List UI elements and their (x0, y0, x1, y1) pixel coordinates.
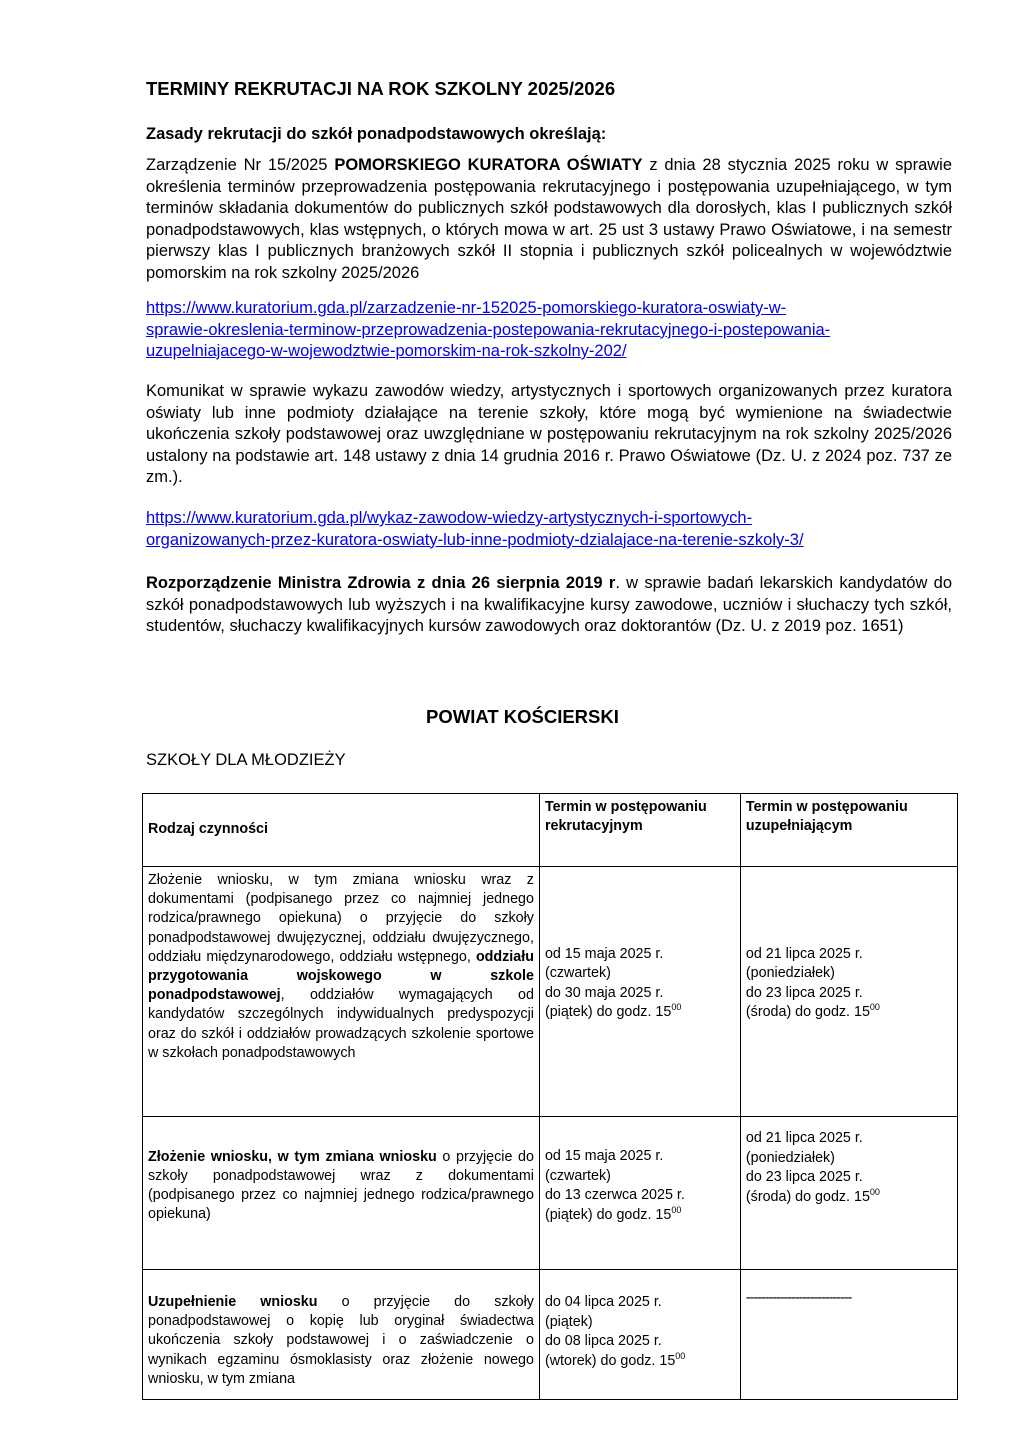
activity-emphasis: oddziału przygotowania wojskowego w szkole ponadpodstawowej (148, 948, 534, 1004)
recruitment-term-cell: od 15 maja 2025 r. (czwartek) do 30 maja 2025 r. (piątek) do godz. $15^{00}$ (539, 867, 740, 1117)
table-row (143, 1270, 958, 1400)
supplementary-term-cell: od 21 lipca 2025 r. (poniedziałek) do 23 lipca 2025 r. (środa) do godz. $15^{00}$ (740, 867, 957, 1117)
announcement-paragraph: Komunikat w sprawie wykazu zawodów wiedzy, artystycznych i sportowych organizowanych przez kuratora oświaty lub inne podmioty działające na terenie szkoły, które mogą być wymienione na świadectwie ukończenia szkoły podstawowej oraz uwzględniane w postępowaniu rekrutacyjnym na rok szkolny 2025/2026 ustalony na podstawie art. 148 ustawy z dnia 14 grudnia 2016 r. Prawo Oświatowe (Dz. U. z 2024 poz. 737 ze zm.). (146, 382, 952, 486)
activity-cell: Złożenie wniosku, w tym zmiana wniosku o przyjęcie do szkoły ponadpodstawowej wraz z dokumentami (podpisanego przez co najmniej jednego rodzica/prawnego opiekuna) (143, 1117, 540, 1270)
document-title: TERMINY REKRUTACJI NA ROK SZKOLNY 2025/2026 (146, 78, 616, 99)
table-row (143, 867, 958, 1117)
supplementary-term-cell: od 21 lipca 2025 r. (poniedziałek) do 23 lipca 2025 r. (środa) do godz. $15^{00}$ (740, 1117, 957, 1270)
health-regulation-title: Rozporządzenie Ministra Zdrowia z dnia 26 sierpnia 2019 (146, 574, 603, 592)
supplementary-term-cell (740, 1270, 957, 1400)
table-row (143, 1117, 958, 1270)
health-regulation-paragraph: Rozporządzenie Ministra Zdrowia z dnia 26 sierpnia 2019 r. w sprawie badań lekarskich kandydatów do szkół ponadpodstawowych lub wyższych i na kwalifikacyjne kursy zawodowe, uczniów i słuchaczy tych szkół, studentów, słuchaczy kwalifikacyjnych kursów zawodowych oraz doktorantów (Dz. U. z 2019 poz. 1651) (146, 574, 953, 635)
regulation-text-pre: Zarządzenie Nr 15/2025 (146, 156, 335, 174)
header-supplementary-term: Termin w postępowaniu uzupełniającym (740, 794, 957, 867)
announcement-link-line-1[interactable]: https://www.kuratorium.gda.pl/wykaz-zawodow-wiedzy-artystycznych-i-sportowych- (146, 509, 753, 527)
activity-emphasis: Uzupełnienie wniosku (148, 1294, 318, 1310)
activity-cell: Uzupełnienie wniosku o przyjęcie do szkoły ponadpodstawowej o kopię lub oryginał świadectwa ukończenia szkoły podstawowej i o zaświadczenie o wynikach egzaminu ósmoklasisty oraz złożenie nowego wniosku, w tym zmiana (143, 1270, 540, 1400)
activity-cell: Złożenie wniosku, w tym zmiana wniosku wraz z dokumentami (podpisanego przez co najmniej jednego rodzica/prawnego opiekuna) o przyjęcie do szkoły ponadpodstawowej dwujęzycznej, oddziału dwujęzycznego, oddziału międzynarodowego, oddziału wstępnego, oddziału przygotowania wojskowego w szkole ponadpodstawowej, oddziałów wymagających od kandydatów szczególnych indywidualnych predyspozycji oraz do szkół i oddziałów prowadzących szkolenie sportowe w szkołach ponadpodstawowych (143, 867, 540, 1117)
sub-section-title: SZKOŁY DLA MŁODZIEŻY (146, 751, 346, 769)
regulation-text-post: z dnia 28 stycznia 2025 roku w sprawie określenia terminów przeprowadzenia postępowania rekrutacyjnego i postępowania uzupełniającego, w tym terminów składania dokumentów do publicznych szkół podstawowych dla dorosłych, klas I publicznych szkół ponadpodstawowych, klas wstępnych, o których mowa w art. 25 ust 3 ustawy Prawo Oświatowe, i na semestr pierwszy klas I publicznych branżowych szkół II stopnia i publicznych szkół policealnych w województwie pomorskim na rok szkolny 2025/2026 (146, 156, 953, 282)
regulation-link-line-2[interactable]: sprawie-okreslenia-terminow-przeprowadzenia-postepowania-rekrutacyjnego-i-postepowania- (146, 320, 831, 339)
recruitment-term-cell: do 04 lipca 2025 r. (piątek) do 08 lipca 2025 r. (wtorek) do godz. $15^{00}$ (539, 1270, 740, 1400)
section-title: POWIAT KOŚCIERSKI (426, 706, 619, 727)
header-recruitment-term: Termin w postępowaniu rekrutacyjnym (539, 794, 740, 867)
regulation-authority: POMORSKIEGO KURATORA OŚWIATY (334, 156, 643, 174)
schedule-table (142, 793, 958, 1400)
regulation-link-line-3[interactable]: uzupelniajacego-w-wojewodztwie-pomorskim-na-rok-szkolny-202/ (146, 342, 627, 360)
recruitment-term-cell: od 15 maja 2025 r. (czwartek) do 13 czerwca 2025 r. (piątek) do godz. $15^{00}$ (539, 1117, 740, 1270)
regulation-link-line-1[interactable]: https://www.kuratorium.gda.pl/zarzadzenie-nr-152025-pomorskiego-kuratora-oswiaty-w- (146, 299, 787, 317)
health-regulation-text: . w sprawie badań lekarskich kandydatów do szkół ponadpodstawowych lub wyższych i na kwalifikacyjne kursy zawodowe, uczniów i słuchaczy tych szkół, studentów, słuchaczy kwalifikacyjnych kursów zawodowych oraz doktorantów (Dz. U. z 2019 poz. 1651) (146, 574, 953, 635)
table-header-row (143, 794, 958, 867)
regulation-paragraph (146, 155, 952, 284)
rules-heading: Zasady rekrutacji do szkół ponadpodstawowych określają: (146, 125, 607, 143)
empty-term-dashes: ---------------------------- (745, 1290, 852, 1306)
activity-emphasis: Złożenie wniosku, w tym zmiana wniosku (148, 1148, 437, 1165)
regulation-link[interactable] (146, 298, 952, 363)
announcement-link-line-2[interactable]: organizowanych-przez-kuratora-oswiaty-lub-inne-podmioty-dzialajace-na-terenie-szkoly-3/ (146, 530, 804, 549)
announcement-link[interactable] (146, 508, 952, 551)
header-activity: Rodzaj czynności (143, 794, 540, 867)
